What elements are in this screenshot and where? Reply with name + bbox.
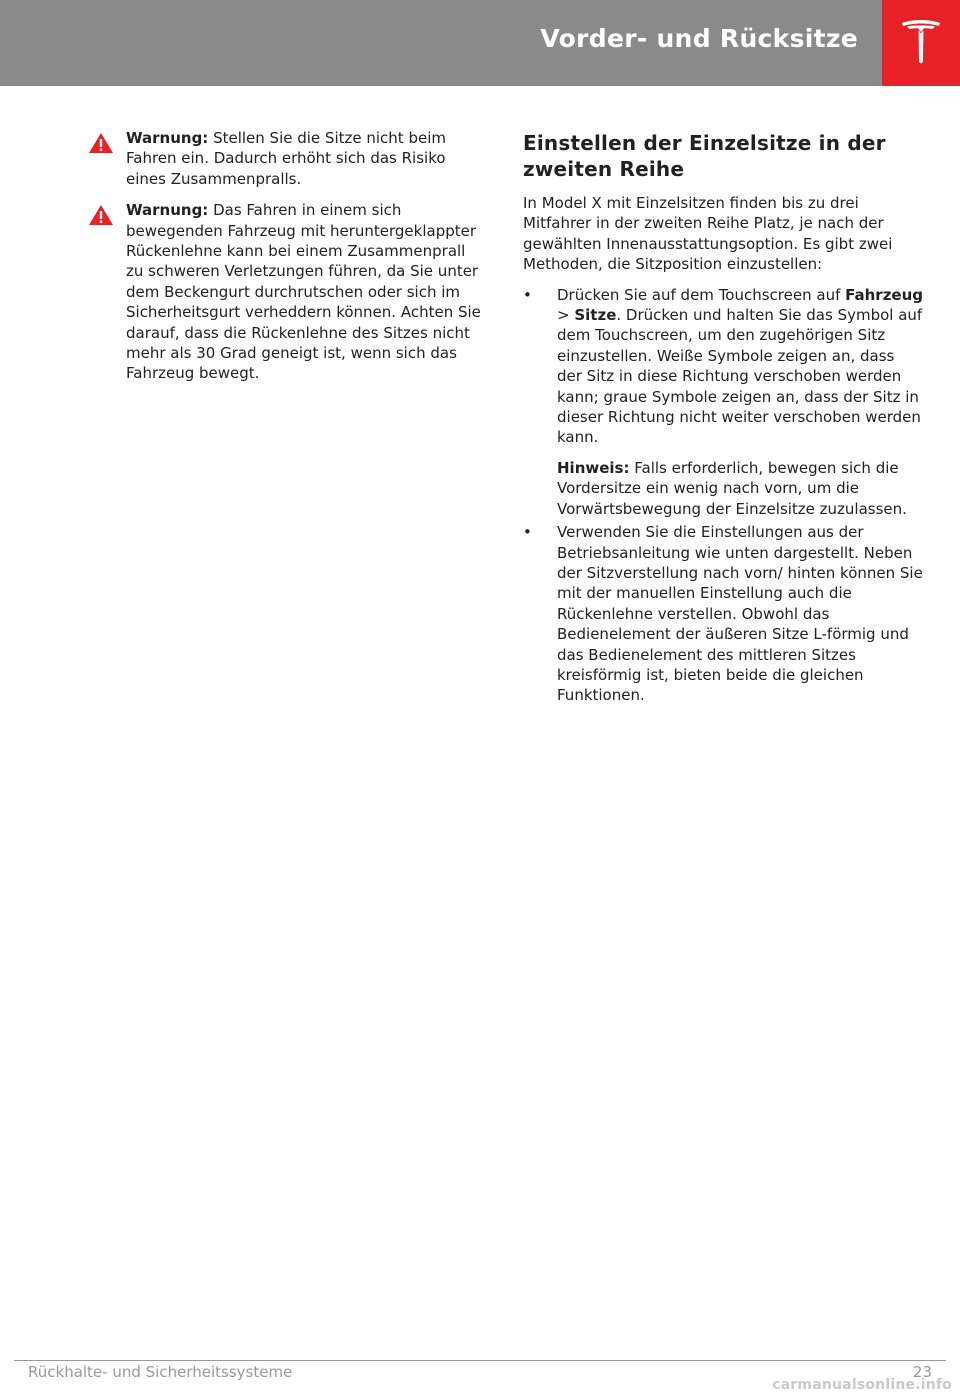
note-label: Hinweis: bbox=[557, 458, 630, 477]
method-list bbox=[523, 285, 923, 706]
warning-label: Warnung: bbox=[126, 201, 209, 220]
list-item-text: Verwenden Sie die Einstellungen aus der Betriebsanleitung wie unten dargestellt. Neben der Sitzverstellung nach vorn/ hinten können Sie mit der manuellen Einstellung auch die Rückenlehne verstellen. Obwohl das Bedienelement der äußeren Sitze L-förmig und das Bedienelement des mittleren Sitzes kreisförmig ist, bieten beide die gleichen Funktionen. bbox=[557, 523, 923, 705]
warning-text: Das Fahren in einem sich bewegenden Fahrzeug mit heruntergeklappter Rückenlehne kann bei einem Zusammenprall zu schweren Verletzungen führen, da Sie unter dem Beckengurt durchrutschen oder sich im Sicherheitsgurt verheddern können. Achten Sie darauf, dass die Rückenlehne des Sitzes nicht mehr als 30 Grad geneigt ist, wenn sich das Fahrzeug bewegt. bbox=[126, 201, 481, 383]
watermark: carmanualsonline.info bbox=[772, 1377, 952, 1393]
brand-logo bbox=[882, 0, 960, 86]
note-text: Falls erforderlich, bewegen sich die Vordersitze ein wenig nach vorn, um die Vorwärtsbewegung der Einzelsitze zuzulassen. bbox=[557, 458, 907, 518]
tesla-logo-icon bbox=[899, 18, 943, 64]
text-span: Drücken Sie auf dem Touchscreen auf bbox=[557, 285, 846, 304]
footer-divider bbox=[14, 1360, 946, 1361]
list-item bbox=[523, 522, 923, 706]
bullet-icon: • bbox=[523, 523, 532, 542]
bullet-icon: • bbox=[523, 285, 532, 304]
left-column bbox=[88, 128, 483, 395]
page-title: Vorder- und Rücksitze bbox=[540, 24, 858, 53]
warning-label: Warnung: bbox=[126, 129, 209, 147]
page-header bbox=[0, 0, 960, 86]
warning-block bbox=[88, 128, 483, 189]
warning-text: Stellen Sie die Sitze nicht beim Fahren ein. Dadurch erhöht sich das Risiko eines Zusammenpralls. bbox=[126, 129, 446, 188]
text-span: . Drücken und halten Sie das Symbol auf dem Touchscreen, um den zugehörigen Sitz einzustellen. Weiße Symbole zeigen an, dass der Sitz in diese Richtung verschoben werden kann; graue Symbole zeigen an, dass der Sitz in dieser Richtung nicht weiter verschoben werden kann. bbox=[557, 306, 923, 447]
warning-triangle-icon bbox=[88, 132, 114, 154]
menu-path-seats: Sitze bbox=[574, 306, 617, 325]
footer-section-name: Rückhalte- und Sicherheitssysteme bbox=[28, 1363, 293, 1381]
intro-paragraph: In Model X mit Einzelsitzen finden bis zu drei Mitfahrer in der zweiten Reihe Platz, je nach der gewählten Innenausstattungsoption. Es gibt zwei Methoden, die Sitzposition einzustellen: bbox=[523, 194, 893, 274]
page-number: 23 bbox=[912, 1363, 932, 1381]
warning-block bbox=[88, 200, 483, 384]
path-separator: > bbox=[557, 306, 575, 325]
right-column bbox=[523, 128, 923, 709]
list-item-text bbox=[557, 285, 923, 448]
warning-triangle-icon bbox=[88, 204, 114, 226]
section-heading: Einstellen der Einzelsitze in der zweiten Reihe bbox=[523, 131, 886, 181]
note-block bbox=[557, 458, 923, 519]
menu-path-vehicle: Fahrzeug bbox=[845, 285, 924, 304]
list-item bbox=[523, 285, 923, 519]
